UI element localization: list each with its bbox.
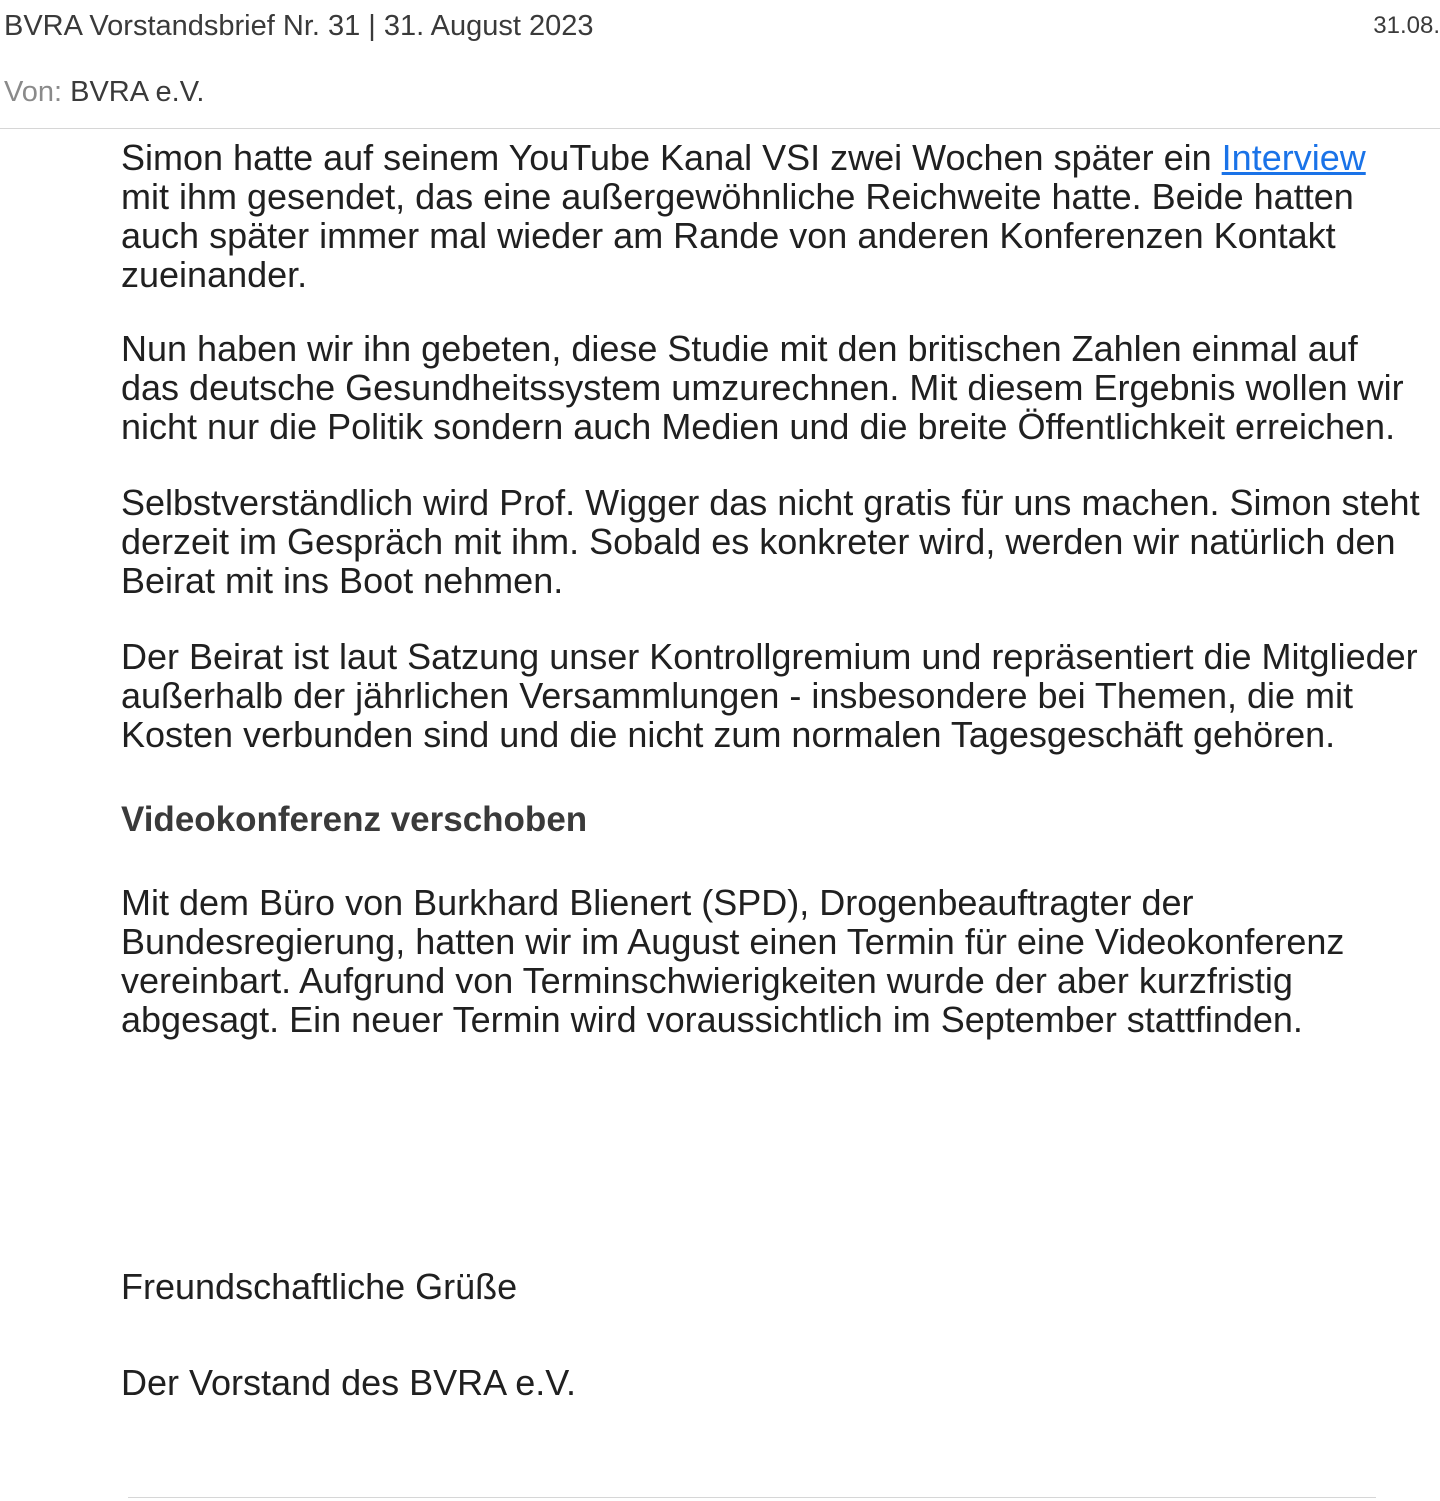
- email-date: 31.08.: [1373, 12, 1440, 39]
- paragraph-study: Nun haben wir ihn gebeten, diese Studie mit den britischen Zahlen einmal auf das deutsche Gesundheitssystem umzurechnen. Mit diesem Ergebnis wollen wir nicht nur die Politik sondern auch Medien und die breite Öffentlichkeit erreichen.: [121, 328, 1404, 447]
- paragraph-wigger: Selbstverständlich wird Prof. Wigger das nicht gratis für uns machen. Simon steht derzeit im Gespräch mit ihm. Sobald es konkreter wird, werden wir natürlich den Beirat mit ins Boot nehmen.: [121, 482, 1420, 601]
- paragraph-videokonferenz: Mit dem Büro von Burkhard Blienert (SPD), Drogenbeauftragter der Bundesregierung, hatten wir im August einen Termin für eine Videokonferenz vereinbart. Aufgrund von Terminschwierigkeiten wurde der aber kurzfristig abgesagt. Ein neuer Termin wird voraussichtlich im September stattfinden.: [121, 882, 1345, 1040]
- closing-greeting: Freundschaftliche Grüße: [121, 1266, 518, 1307]
- sender-name[interactable]: BVRA e.V.: [70, 76, 205, 108]
- signature: Der Vorstand des BVRA e.V.: [121, 1362, 576, 1403]
- email-sender: [4, 76, 204, 109]
- section-heading: Videokonferenz verschoben: [121, 800, 588, 839]
- divider: [128, 1497, 1376, 1498]
- interview-link[interactable]: Interview: [1221, 137, 1366, 178]
- paragraph-interview: [121, 138, 1421, 294]
- paragraph-text: mit ihm gesendet, das eine außergewöhnliche Reichweite hatte. Beide hatten auch später immer mal wieder am Rande von anderen Konferenzen Kontakt zueinander.: [121, 176, 1354, 295]
- email-subject: BVRA Vorstandsbrief Nr. 31 | 31. August 2023: [4, 10, 594, 42]
- paragraph-beirat: Der Beirat ist laut Satzung unser Kontrollgremium und repräsentiert die Mitglieder außerhalb der jährlichen Versammlungen - insbesondere bei Themen, die mit Kosten verbunden sind und die nicht zum normalen Tagesgeschäft gehören.: [121, 636, 1418, 755]
- email-body: [121, 138, 1421, 1076]
- sender-label: Von:: [4, 76, 71, 108]
- paragraph-text: Simon hatte auf seinem YouTube Kanal VSI zwei Wochen später ein: [121, 137, 1222, 178]
- email-header: [0, 0, 1440, 129]
